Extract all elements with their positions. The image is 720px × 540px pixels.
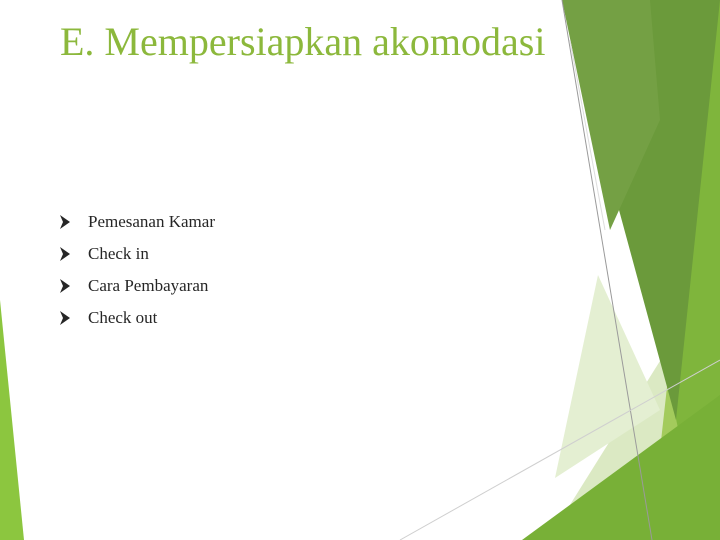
bullet-list [60,206,215,334]
bullet-text: Cara Pembayaran [88,276,209,295]
arrow-bullet-icon [60,311,70,325]
bullet-text: Check out [88,308,158,327]
arrow-bullet-icon [60,215,70,229]
list-item [60,270,215,302]
list-item [60,302,215,334]
bullet-text: Check in [88,244,149,263]
left-edge-sliver-shape [0,300,24,540]
list-item [60,238,215,270]
bullet-text: Pemesanan Kamar [88,212,215,231]
list-item [60,206,215,238]
arrow-bullet-icon [60,279,70,293]
slide-title: E. Mempersiapkan akomodasi [60,19,546,64]
arrow-bullet-icon [60,247,70,261]
